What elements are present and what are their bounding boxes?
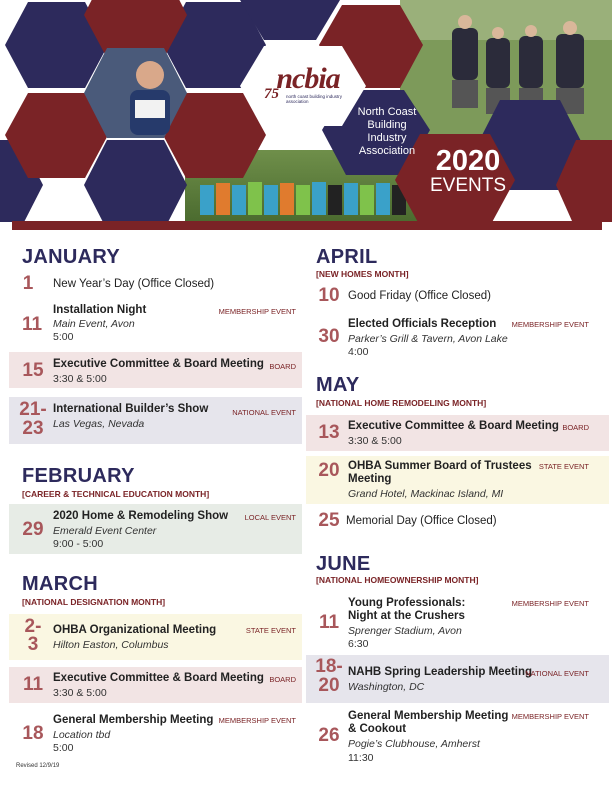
header-banner xyxy=(0,0,612,222)
event-january-1: 1 New Year’s Day (Office Closed) xyxy=(22,273,215,294)
event-february-1: 29 2020 Home & Remodeling Show Emerald Event Center 9:00 - 5:00 LOCAL EVENT xyxy=(9,504,302,554)
events-heading: EVENTS xyxy=(429,175,507,196)
month-subtitle-february: [CAREER & TECHNICAL EDUCATION MONTH] xyxy=(22,489,210,499)
ncbia-logo: ncbia 75 north coast building industry association xyxy=(264,62,343,104)
event-march-3: 18 General Membership Meeting Location tbd 5:00 MEMBERSHIP EVENT xyxy=(22,714,296,754)
event-january-4: 21- 23 International Builder’s Show Las Vegas, Nevada NATIONAL EVENT xyxy=(9,397,302,444)
event-june-3: 26 General Membership Meeting & Cookout Pogie’s Clubhouse, Amherst 11:30 MEMBERSHIP EVENT xyxy=(318,710,589,764)
month-title-june: JUNE xyxy=(316,553,371,575)
hexagon-collage xyxy=(0,0,612,222)
month-title-march: MARCH xyxy=(22,573,98,595)
event-january-2: 11 Installation Night Main Event, Avon 5:00 MEMBERSHIP EVENT xyxy=(21,304,296,343)
event-april-2: 30 Elected Officials Reception Parker’s Grill & Tavern, Avon Lake 4:00 MEMBERSHIP EVENT xyxy=(318,318,589,358)
month-title-january: JANUARY xyxy=(22,246,121,268)
event-may-3: 25 Memorial Day (Office Closed) xyxy=(318,510,497,531)
event-april-1: 10 Good Friday (Office Closed) xyxy=(318,285,491,306)
month-subtitle-april: [NEW HOMES MONTH] xyxy=(316,269,409,279)
month-subtitle-march: [NATIONAL DESIGNATION MONTH] xyxy=(22,597,166,607)
event-march-1: 2- 3 OHBA Organizational Meeting Hilton Easton, Columbus STATE EVENT xyxy=(9,614,302,660)
month-subtitle-may: [NATIONAL HOME REMODELING MONTH] xyxy=(316,398,487,408)
events-year: 2020 xyxy=(435,145,501,177)
month-subtitle-june: [NATIONAL HOMEOWNERSHIP MONTH] xyxy=(316,575,479,585)
month-title-february: FEBRUARY xyxy=(22,465,135,487)
revised-date: Revised 12/9/19 xyxy=(16,763,60,769)
event-may-1: 13 Executive Committee & Board Meeting 3:30 & 5:00 BOARD xyxy=(306,415,609,451)
event-march-2: 11 Executive Committee & Board Meeting 3:30 & 5:00 BOARD xyxy=(9,667,302,703)
month-title-may: MAY xyxy=(316,374,360,396)
event-june-2: 18- 20 NAHB Spring Leadership Meeting Washington, DC NATIONAL EVENT xyxy=(306,655,609,703)
event-may-2: 20 OHBA Summer Board of Trustees Meeting Grand Hotel, Mackinac Island, MI STATE EVENT xyxy=(306,456,609,504)
event-june-1: 11 Young Professionals: Night at the Crushers Sprenger Stadium, Avon 6:30 MEMBERSHIP EVENT xyxy=(318,597,589,650)
header-divider xyxy=(12,221,602,230)
month-title-april: APRIL xyxy=(316,246,378,268)
event-january-3: 15 Executive Committee & Board Meeting 3:30 & 5:00 BOARD xyxy=(9,352,302,388)
organization-name: North Coast Building Industry Association xyxy=(357,106,417,157)
